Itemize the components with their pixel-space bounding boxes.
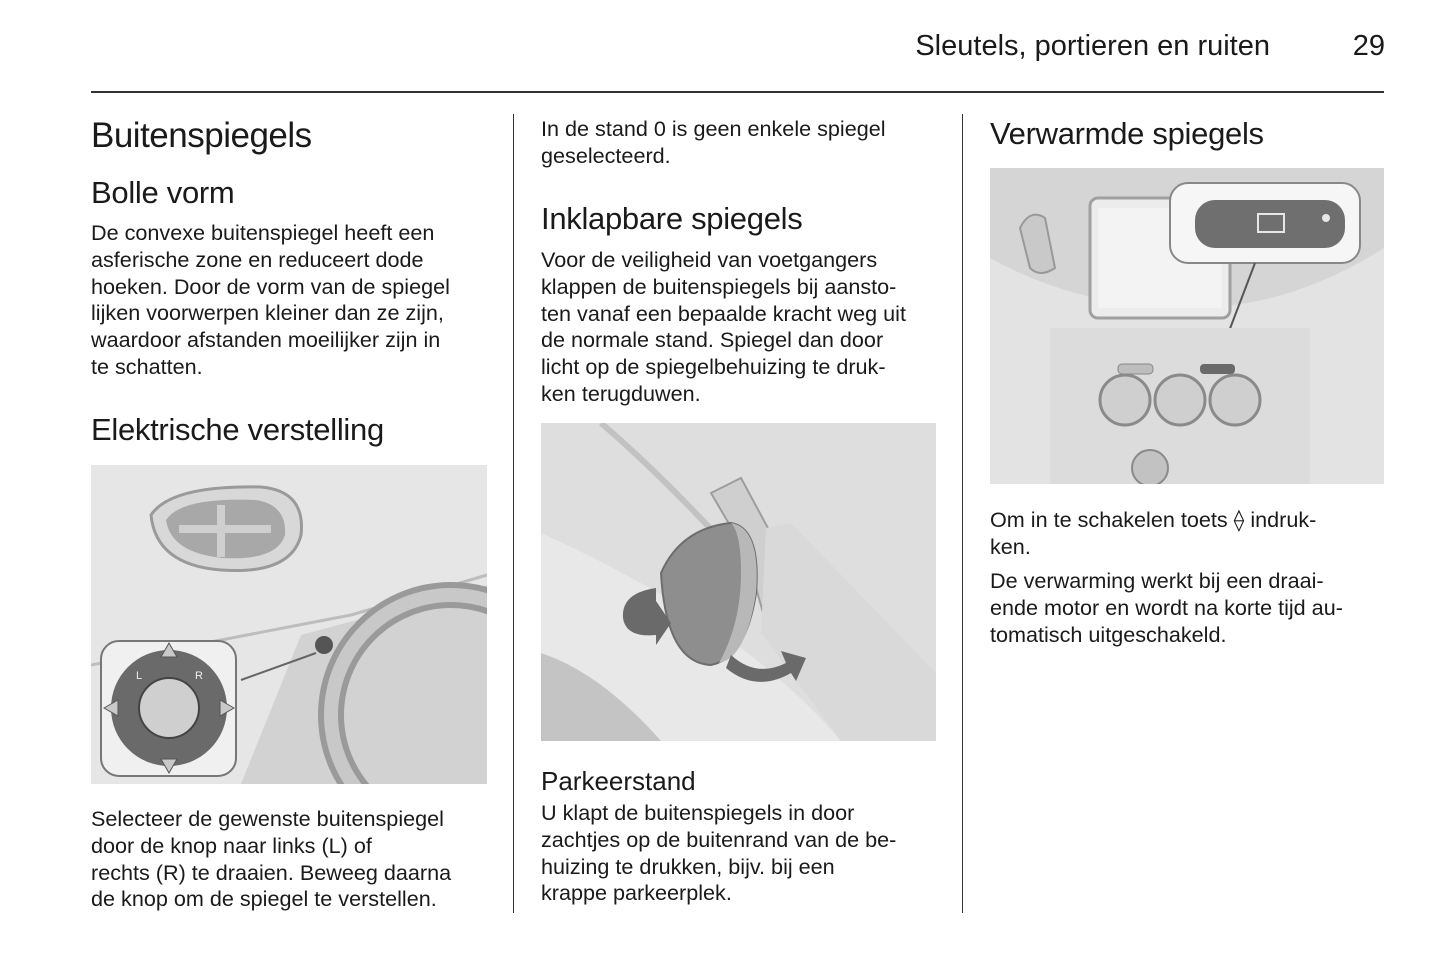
- figure-mirror-adjust-knob: [91, 465, 487, 784]
- knob-label-left: L: [136, 670, 143, 682]
- text-line: Om in te schakelen toets ⟠ indruk-: [990, 507, 1317, 532]
- text-line: de knop om de spiegel te verstellen.: [91, 886, 437, 912]
- paragraph-inklapbare-spiegels: [541, 247, 906, 408]
- text-line: zachtjes op de buitenrand van de be-: [541, 826, 897, 852]
- knob-label-right: R: [195, 670, 203, 682]
- text-line: door de knop naar links (L) of: [91, 832, 372, 858]
- text-line: hoeken. Door de vorm van de spiegel: [91, 273, 450, 299]
- column-divider-1: [513, 114, 514, 913]
- text-line: Selecteer de gewenste buitenspiegel: [91, 806, 444, 831]
- column-divider-2: [962, 114, 963, 913]
- paragraph-elektrische-verstelling: [91, 806, 451, 913]
- text-line: lijken voorwerpen kleiner dan ze zijn,: [91, 300, 444, 326]
- text-line: de normale stand. Spiegel dan door: [541, 327, 884, 353]
- subheading-parkeerstand: Parkeerstand: [541, 766, 696, 796]
- text-line: te schatten.: [91, 353, 203, 379]
- text-line: De convexe buitenspiegel heeft een: [91, 220, 435, 245]
- paragraph-inschakelen: [990, 507, 1316, 561]
- figure-heated-mirror-button: [990, 168, 1384, 484]
- page-number: 29: [1352, 30, 1385, 62]
- text-line: In de stand 0 is geen enkele spiegel: [541, 116, 886, 141]
- subheading-elektrische-verstelling: Elektrische verstelling: [91, 412, 384, 447]
- folding-mirror-illustration: [541, 423, 936, 741]
- text-line: U klapt de buitenspiegels in door: [541, 800, 855, 825]
- paragraph-parkeerstand: [541, 800, 896, 907]
- paragraph-stand-0: [541, 116, 886, 170]
- text-line: huizing te drukken, bijv. bij een: [541, 853, 835, 879]
- paragraph-bolle-vorm: [91, 220, 450, 381]
- text-line: tomatisch uitgeschakeld.: [990, 621, 1227, 647]
- text-line: De verwarming werkt bij een draai-: [990, 568, 1324, 593]
- subheading-inklapbare-spiegels: Inklapbare spiegels: [541, 201, 803, 236]
- mirror-adjust-illustration: [91, 465, 487, 784]
- running-header-title: Sleutels, portieren en ruiten: [915, 30, 1270, 62]
- text-line: klappen de buitenspiegels bij aansto-: [541, 273, 897, 299]
- text-line: asferische zone en reduceert dode: [91, 246, 424, 272]
- section-title-buitenspiegels: Buitenspiegels: [91, 116, 312, 155]
- text-line: ken terugduwen.: [541, 380, 701, 406]
- paragraph-verwarming: [990, 568, 1343, 648]
- subheading-bolle-vorm: Bolle vorm: [91, 175, 235, 210]
- text-line: waardoor afstanden moeilijker zijn in: [91, 327, 441, 353]
- text-line: ken.: [990, 533, 1031, 559]
- text-line: Voor de veiligheid van voetgangers: [541, 247, 878, 272]
- figure-folding-mirror: [541, 423, 936, 741]
- text-line: geselecteerd.: [541, 142, 671, 168]
- text-line: ende motor en wordt na korte tijd au-: [990, 594, 1343, 620]
- section-title-verwarmde-spiegels: Verwarmde spiegels: [990, 116, 1264, 151]
- dashboard-illustration: [990, 168, 1384, 484]
- text-line: rechts (R) te draaien. Beweeg daarna: [91, 859, 452, 885]
- text-line: krappe parkeerplek.: [541, 880, 732, 906]
- text-line: licht op de spiegelbehuizing te druk-: [541, 354, 886, 380]
- text-line: ten vanaf een bepaalde kracht weg uit: [541, 300, 906, 326]
- header-rule: [91, 91, 1384, 93]
